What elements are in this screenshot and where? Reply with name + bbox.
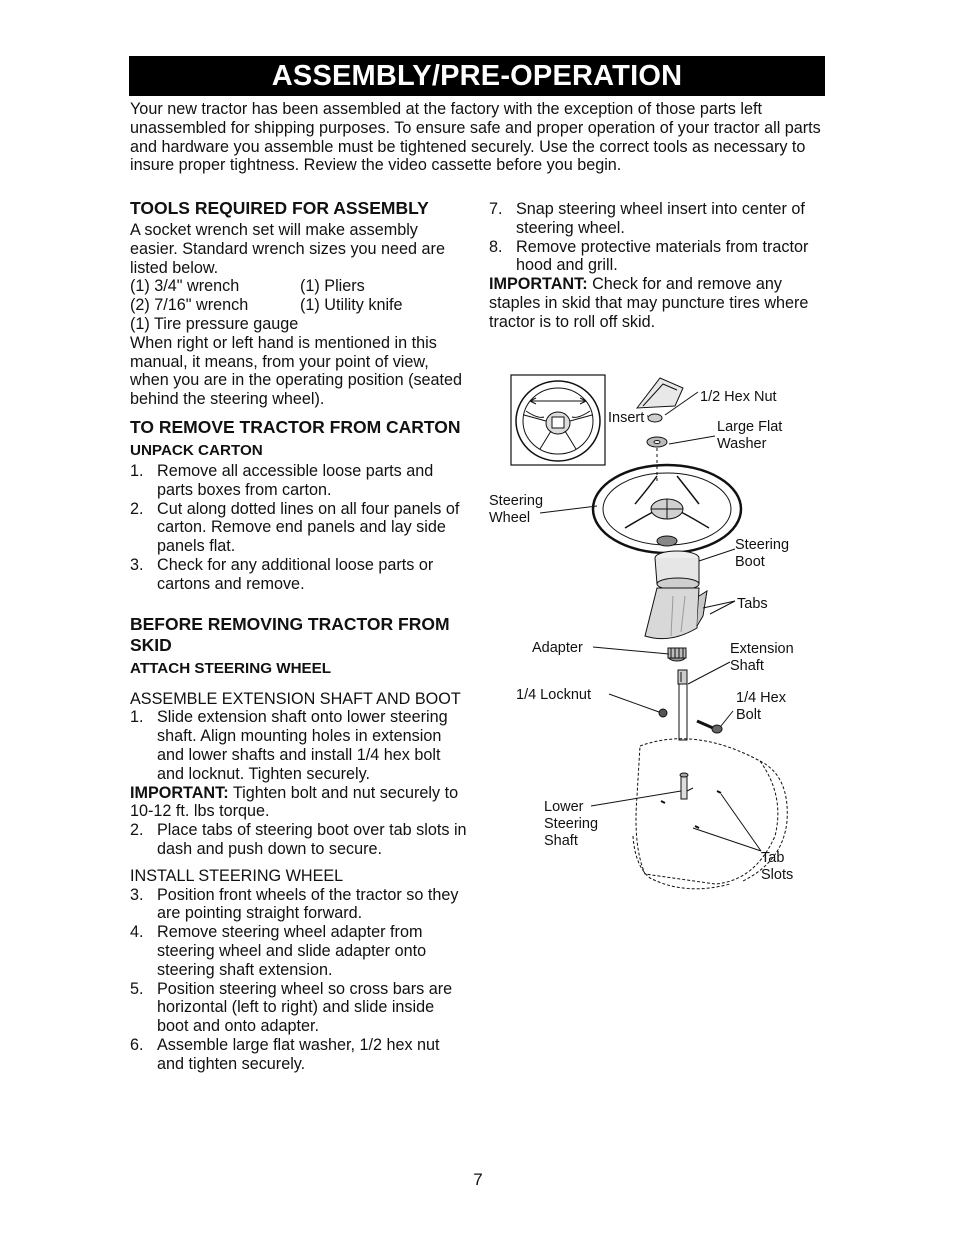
unpack-steps <box>130 462 468 594</box>
steering-assembly-diagram <box>485 366 815 896</box>
tool-item: (1) 3/4" wrench <box>130 277 240 296</box>
label-boot-1: Steering <box>735 537 790 553</box>
install-wheel-title: INSTALL STEERING WHEEL <box>130 866 344 885</box>
list-item: 2. Cut along dotted lines on all four panels of carton. Remove end panels and lay side panels flat. <box>130 499 460 556</box>
diagram-labels <box>489 389 794 883</box>
tool-item: (2) 7/16" wrench <box>130 296 249 315</box>
label-washer-1: Large Flat <box>717 419 783 435</box>
list-item: 1. Remove all accessible loose parts and parts boxes from carton. <box>130 461 434 499</box>
assemble-steps-cont <box>130 821 468 859</box>
inset-steering-wheel-icon <box>516 381 600 461</box>
important-note: IMPORTANT: Tighten bolt and nut securely to 10-12 ft. lbs torque. <box>130 783 459 821</box>
hex-nut-part <box>648 414 662 422</box>
wheel-steps <box>489 200 824 275</box>
attach-wheel-subheading: ATTACH STEERING WHEEL <box>130 659 332 677</box>
list-item: 1. Slide extension shaft onto lower steering shaft. Align mounting holes in extension and lower shafts and install 1/4 hex bolt and locknut. Tighten securely. <box>130 708 448 783</box>
label-slots-1: Tab <box>761 850 785 866</box>
list-item: 6. Assemble large flat washer, 1/2 hex nut and tighten securely. <box>130 1035 440 1073</box>
label-ext-2: Shaft <box>730 658 764 674</box>
tab-slot-mark <box>661 791 721 828</box>
tool-item: (1) Pliers <box>300 277 365 296</box>
list-item: 3. Check for any additional loose parts or cartons and remove. <box>130 555 434 593</box>
label-washer-2: Washer <box>717 436 767 452</box>
label-bolt-1: 1/4 Hex <box>736 690 786 706</box>
label-tabs: Tabs <box>737 596 768 612</box>
tool-item: (1) Tire pressure gauge <box>130 314 299 333</box>
assemble-steps <box>130 708 468 783</box>
hex-bolt-part <box>697 721 722 733</box>
tools-list <box>130 277 468 315</box>
right-column <box>489 200 824 332</box>
extension-shaft-part <box>678 670 687 740</box>
section-title: ASSEMBLY/PRE-OPERATION <box>271 59 683 92</box>
label-insert: Insert <box>608 410 645 426</box>
unpack-carton-subheading: UNPACK CARTON <box>130 441 263 459</box>
section-title-banner <box>129 56 825 96</box>
important-note: IMPORTANT: Check for and remove any staples in skid that may puncture tires where tractor is to roll off skid. <box>489 275 809 331</box>
list-item: 4. Remove steering wheel adapter from steering wheel and slide adapter onto steering shaft extension. <box>130 923 427 979</box>
label-bolt-2: Bolt <box>736 707 761 723</box>
list-item: 8. Remove protective materials from tractor hood and grill. <box>489 237 809 275</box>
before-skid-heading: BEFORE REMOVING TRACTOR FROM SKID <box>130 613 450 655</box>
list-item: 2. Place tabs of steering boot over tab slots in dash and push down to secure. <box>130 821 467 858</box>
steering-wheel-part <box>593 465 741 553</box>
list-item: 3. Position front wheels of the tractor so they are pointing straight forward. <box>130 885 459 923</box>
tool-item: (1) Utility knife <box>300 296 403 315</box>
insert-part <box>637 378 683 408</box>
adapter-part <box>668 648 686 661</box>
label-hex-nut: 1/2 Hex Nut <box>700 389 777 405</box>
tools-text: A socket wrench set will make assembly easier. Standard wrench sizes you need are listed below. <box>130 221 445 277</box>
remove-carton-heading: TO REMOVE TRACTOR FROM CARTON <box>130 416 461 437</box>
install-steps <box>130 886 468 1074</box>
locknut-part <box>659 709 667 717</box>
list-item: 7. Snap steering wheel insert into center of steering wheel. <box>489 200 805 237</box>
page-number: 7 <box>473 1170 483 1189</box>
label-wheel-2: Wheel <box>489 510 531 526</box>
hand-note: When right or left hand is mentioned in this manual, it means, from your point of view, when you are in the operating position (seated behind the steering wheel). <box>130 333 463 409</box>
list-item: 5. Position steering wheel so cross bars are horizontal (left to right) and slide inside boot and onto adapter. <box>130 979 453 1036</box>
label-lower-3: Shaft <box>544 833 578 849</box>
label-slots-2: Slots <box>761 867 794 883</box>
label-adapter: Adapter <box>532 640 583 656</box>
steering-boot-part <box>645 551 707 639</box>
assemble-shaft-title: ASSEMBLE EXTENSION SHAFT AND BOOT <box>130 689 461 708</box>
label-lower-2: Steering <box>544 816 599 832</box>
label-boot-2: Boot <box>735 554 765 570</box>
label-locknut: 1/4 Locknut <box>516 687 591 703</box>
intro-paragraph: Your new tractor has been assembled at the factory with the exception of those parts left unassembled for shipping purposes. To ensure safe and proper operation of your tractor all parts and hardware you assemble must be tightened securely. Use the correct tools as necessary to insure proper tightness. Review the video cassette before you begin. <box>130 100 821 175</box>
left-column <box>130 198 468 1073</box>
tools-heading: TOOLS REQUIRED FOR ASSEMBLY <box>130 198 429 218</box>
lower-steering-shaft-part <box>680 773 693 799</box>
label-wheel-1: Steering <box>489 493 544 509</box>
label-ext-1: Extension <box>730 641 794 657</box>
label-lower-1: Lower <box>544 799 584 815</box>
